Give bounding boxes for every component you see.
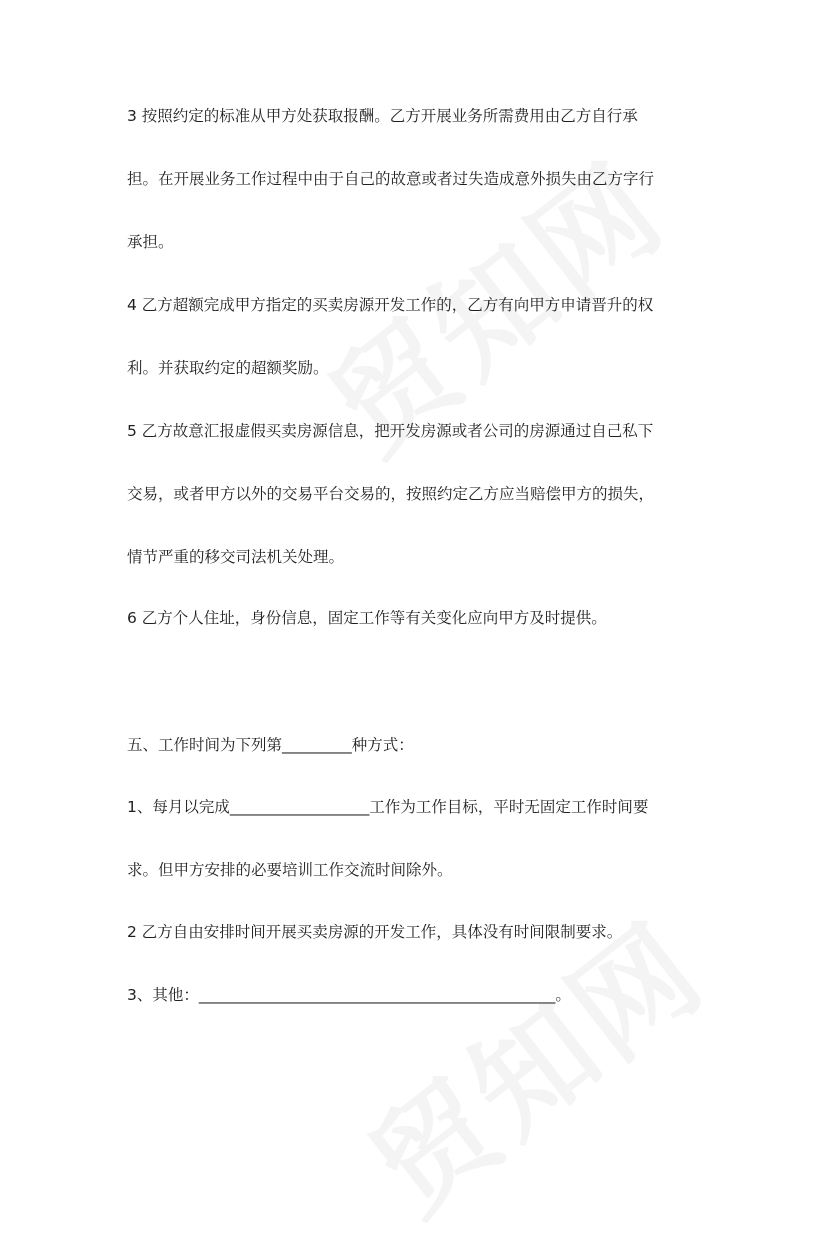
- section-heading: 五、工作时间为下列第_________种方式：: [127, 736, 414, 754]
- paragraph-line: 情节严重的移交司法机关处理。: [127, 548, 345, 566]
- paragraph-line: 1、每月以完成__________________工作为工作目标，平时无固定工作时间要: [127, 798, 649, 816]
- paragraph-line: 4 乙方超额完成甲方指定的买卖房源开发工作的，乙方有向甲方申请晋升的权: [127, 296, 654, 314]
- paragraph-line: 利。并获取约定的超额奖励。: [127, 359, 329, 377]
- paragraph-line: 2 乙方自由安排时间开展买卖房源的开发工作，具体没有时间限制要求。: [127, 923, 623, 941]
- paragraph-line: 承担。: [127, 233, 174, 251]
- paragraph-line: 担。在开展业务工作过程中由于自己的故意或者过失造成意外损失由乙方字行: [127, 170, 655, 188]
- paragraph-line: 交易，或者甲方以外的交易平台交易的，按照约定乙方应当赔偿甲方的损失，: [127, 485, 655, 503]
- paragraph-line: 3 按照约定的标准从甲方处获取报酬。乙方开展业务所需费用由乙方自行承: [127, 107, 638, 125]
- paragraph-line: 3、其他：______________________________________________。: [127, 986, 571, 1004]
- paragraph-line: 6 乙方个人住址，身份信息，固定工作等有关变化应向甲方及时提供。: [127, 609, 607, 627]
- paragraph-line: 求。但甲方安排的必要培训工作交流时间除外。: [127, 861, 453, 879]
- paragraph-line: 5 乙方故意汇报虚假买卖房源信息，把开发房源或者公司的房源通过自己私下: [127, 422, 654, 440]
